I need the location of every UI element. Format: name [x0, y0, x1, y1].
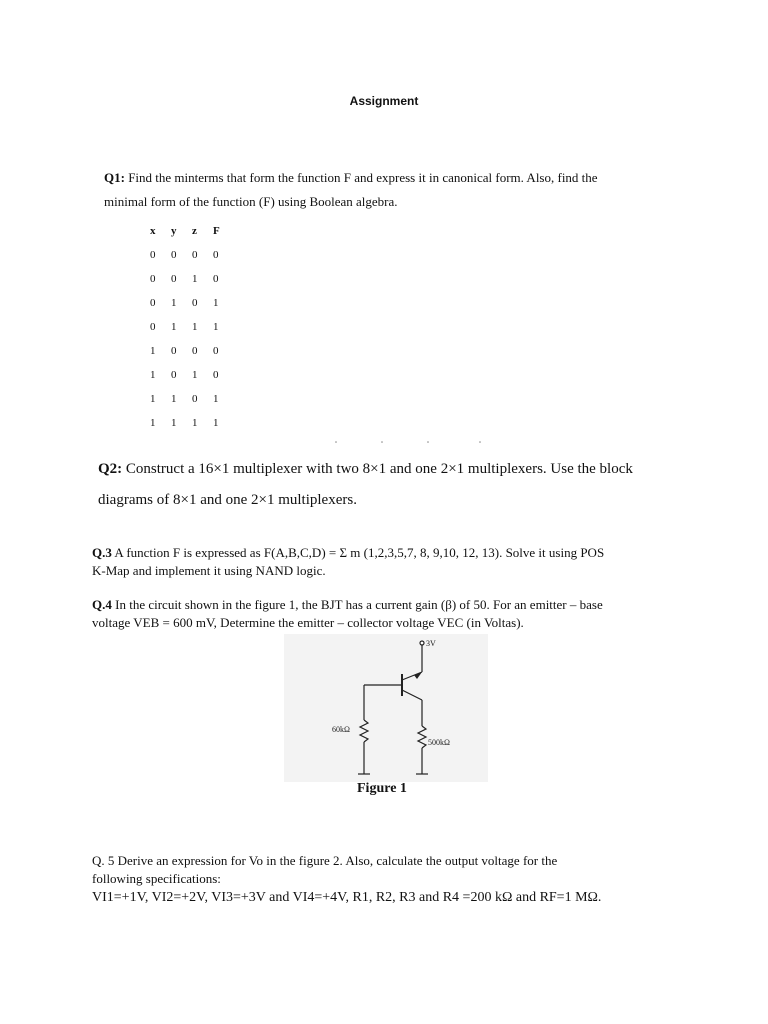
truth-table-cell: 0: [213, 249, 219, 261]
truth-table-cell: 0: [192, 345, 198, 357]
truth-table-cell: 0: [192, 249, 198, 261]
figure-background: [284, 634, 488, 782]
truth-table-cell: 1: [150, 369, 156, 381]
truth-table-cell: 0: [150, 273, 156, 285]
truth-table-cell: 1: [150, 417, 156, 429]
q3-line-1: [92, 545, 604, 561]
q3-label: Q.3: [92, 545, 112, 560]
truth-table-header-row: [150, 219, 234, 243]
page-title: Assignment: [349, 94, 419, 108]
q5-line-1: Q. 5 Derive an expression for Vo in the figure 2. Also, calculate the output voltage for the: [92, 853, 558, 868]
q1-text-1: Find the minterms that form the function F and express it in canonical form. Also, find the: [124, 170, 598, 185]
truth-table-cell: 1: [171, 321, 177, 333]
q2-label: Q2:: [98, 461, 123, 477]
q5-line-2: following specifications:: [92, 871, 221, 886]
q5-line-3: VI1=+1V, VI2=+2V, VI3=+3V and VI4=+4V, R1, R2, R3 and R4 =200 kΩ and RF=1 MΩ.: [92, 890, 602, 905]
truth-table-cell: 1: [171, 297, 177, 309]
truth-table-header: y: [171, 225, 177, 237]
truth-table-cell: 0: [192, 297, 198, 309]
truth-table-cell: 0: [171, 345, 177, 357]
truth-table-cell: 1: [150, 393, 156, 405]
q1-line-2: minimal form of the function (F) using Boolean algebra.: [104, 194, 398, 209]
q4-label: Q.4: [92, 597, 112, 612]
truth-table-row: [150, 339, 234, 363]
truth-table-cell: 0: [213, 273, 219, 285]
truth-table-cell: 1: [150, 345, 156, 357]
supply-node: [420, 641, 424, 645]
q3-text-1: A function F is expressed as F(A,B,C,D) = Σ m (1,2,3,5,7, 8, 9,10, 12, 13). Solve it using POS: [111, 545, 605, 560]
truth-table-row: [150, 411, 234, 435]
resistor-60k-label: 60kΩ: [332, 725, 350, 734]
truth-table-row: [150, 315, 234, 339]
truth-table-cell: 1: [192, 321, 198, 333]
truth-table: [150, 219, 234, 435]
truth-table-cell: 1: [213, 321, 219, 333]
figure-1-circuit: [284, 634, 488, 782]
truth-table-cell: 0: [171, 273, 177, 285]
truth-table-cell: 0: [150, 297, 156, 309]
truth-table-cell: 0: [213, 345, 219, 357]
truth-table-cell: 1: [192, 273, 198, 285]
truth-table-header: x: [150, 225, 156, 237]
truth-table-cell: 1: [213, 393, 219, 405]
q4-line-1: [92, 597, 603, 613]
truth-table-cell: 1: [171, 393, 177, 405]
truth-table-cell: 1: [213, 297, 219, 309]
truth-table-row: [150, 387, 234, 411]
q1-label: Q1:: [104, 170, 125, 185]
q3-line-2: K-Map and implement it using NAND logic.: [92, 563, 326, 578]
truth-table-row: [150, 243, 234, 267]
truth-table-header: F: [213, 225, 220, 237]
truth-table-row: [150, 291, 234, 315]
truth-table-row: [150, 267, 234, 291]
truth-table-header: z: [192, 225, 197, 237]
truth-table-cell: 1: [192, 369, 198, 381]
q2-line-1: [98, 461, 633, 478]
figure-1-caption: Figure 1: [357, 781, 407, 796]
q2-text-1: Construct a 16×1 multiplexer with two 8×1 and one 2×1 multiplexers. Use the block: [122, 461, 633, 477]
supply-label: 3V: [426, 639, 436, 648]
truth-table-cell: 1: [171, 417, 177, 429]
truth-table-row: [150, 363, 234, 387]
q4-line-2: voltage VEB = 600 mV, Determine the emitter – collector voltage VEC (in Voltas).: [92, 615, 524, 630]
truth-table-cell: 0: [171, 249, 177, 261]
truth-table-cell: 0: [171, 369, 177, 381]
truth-table-cell: 0: [213, 369, 219, 381]
q1-line-1: [104, 170, 598, 186]
q2-line-2: diagrams of 8×1 and one 2×1 multiplexers.: [98, 492, 357, 508]
truth-table-cell: 0: [150, 321, 156, 333]
truth-table-cell: 1: [213, 417, 219, 429]
resistor-500k-label: 500kΩ: [428, 738, 450, 747]
cutoff-text-marks: [330, 440, 500, 446]
truth-table-cell: 0: [150, 249, 156, 261]
q4-text-1: In the circuit shown in the figure 1, the BJT has a current gain (β) of 50. For an emitter – base: [111, 597, 603, 612]
truth-table-cell: 1: [192, 417, 198, 429]
truth-table-cell: 0: [192, 393, 198, 405]
